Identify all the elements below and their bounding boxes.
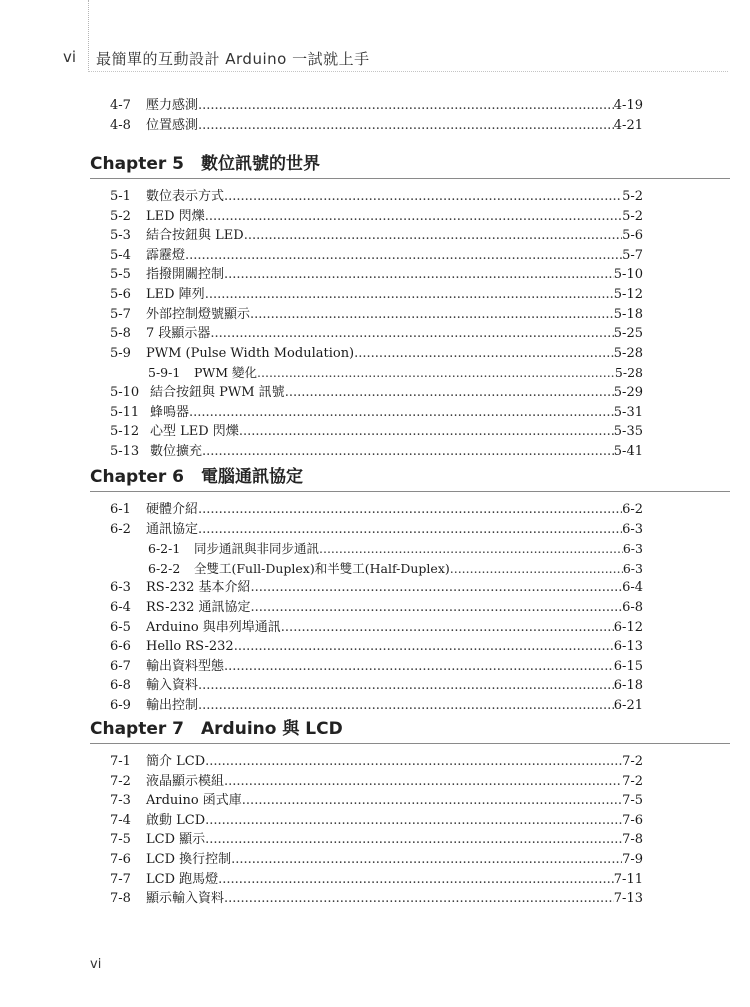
toc-leader-dots: [210, 324, 613, 344]
toc-leader-dots: [224, 657, 614, 677]
toc-entry-number: 6-4: [110, 600, 131, 615]
toc-entry-title: RS-232 基本介紹: [146, 580, 251, 596]
toc-entry-page: 5-2: [622, 189, 643, 204]
toc-entry-number: 4-8: [110, 117, 131, 133]
toc-entry-number: 5-10: [110, 385, 140, 400]
toc-leader-dots: [198, 676, 614, 696]
toc-leader-dots: [244, 226, 622, 246]
toc-entry[interactable]: [110, 96, 643, 116]
toc-leader-dots: [224, 772, 622, 792]
toc-entry-title: 輸入資料: [146, 678, 199, 694]
chapter-title: Chapter 7 Arduino 與 LCD: [90, 719, 343, 739]
toc-entry-number: 6-2-2: [148, 560, 181, 576]
toc-entry-page: 5-6: [622, 228, 643, 244]
toc-leader-dots: [205, 830, 622, 850]
toc-entry-title: LED 閃爍: [146, 208, 205, 224]
toc-entry-number: 6-7: [110, 658, 131, 674]
toc-subentry[interactable]: [148, 363, 643, 383]
toc-entry-title: 結合按鈕與 LED: [146, 228, 244, 244]
toc-leader-dots: [224, 265, 614, 285]
toc-entry-page: 6-2: [622, 502, 643, 517]
toc-leader-dots: [234, 637, 614, 657]
toc-entry-number: 4-7: [110, 98, 131, 113]
toc-entry-number: 7-2: [110, 773, 131, 789]
toc-entry-title: 液晶顯示模組: [146, 773, 225, 789]
toc-entry-number: 6-5: [110, 619, 131, 635]
header-rule: [88, 71, 728, 72]
chapter-rule: [90, 491, 730, 492]
chapter-heading[interactable]: [90, 458, 730, 492]
toc-entry-page: 7-11: [613, 871, 643, 887]
toc-entry-title: Hello RS-232: [146, 639, 234, 655]
toc-entry-page: 6-15: [613, 658, 643, 674]
toc-leader-dots: [250, 305, 614, 325]
toc-entry-number: 6-2-1: [148, 541, 181, 557]
toc-entry-number: 5-4: [110, 247, 131, 263]
toc-leader-dots: [205, 752, 622, 772]
toc-entry-title: LCD 顯示: [146, 832, 206, 848]
toc-entry-page: 6-18: [613, 678, 643, 694]
toc-entry-page: 5-10: [613, 267, 643, 283]
chapter-rule: [90, 178, 730, 179]
toc-entry-number: 5-12: [110, 424, 140, 440]
toc-entry-page: 6-12: [613, 619, 643, 635]
toc-leader-dots: [205, 811, 622, 831]
toc-entry-title: 同步通訊與非同步通訊: [194, 541, 320, 557]
toc-entry[interactable]: [110, 850, 643, 870]
toc-entry-number: 5-7: [110, 306, 131, 322]
toc-entry[interactable]: [110, 116, 643, 136]
header-book-title: 最簡單的互動設計 Arduino 一試就上手: [96, 50, 370, 68]
toc-entry[interactable]: [110, 791, 643, 811]
toc-entry-title: 外部控制燈號顯示: [146, 306, 251, 322]
toc-entry-number: 6-2: [110, 521, 131, 537]
toc-entry-number: 6-6: [110, 639, 131, 655]
toc-entry-title: 7 段顯示器: [146, 326, 211, 342]
header-page-number: vi: [63, 48, 77, 66]
toc-entry-title: 顯示輸入資料: [146, 891, 225, 907]
toc-leader-dots: [198, 96, 614, 116]
toc-leader-dots: [198, 116, 614, 136]
toc-entry-title: 通訊協定: [146, 521, 199, 537]
toc-entry-page: 5-41: [613, 443, 643, 459]
toc-entry-title: 指撥開關控制: [146, 267, 225, 283]
toc-entry-page: 7-2: [622, 773, 643, 789]
toc-entry-title: 輸出控制: [146, 698, 199, 713]
toc-leader-dots: [205, 207, 622, 227]
toc-entry[interactable]: [110, 657, 643, 677]
toc-entry[interactable]: [110, 403, 643, 423]
toc-entry-title: LED 陣列: [146, 287, 205, 302]
toc-entry-page: 5-31: [613, 404, 643, 420]
toc-entry-number: 7-6: [110, 852, 131, 867]
toc-leader-dots: [239, 422, 614, 442]
toc-entry-number: 7-7: [110, 871, 131, 887]
toc-entry[interactable]: [110, 752, 643, 772]
toc-entry-page: 6-4: [622, 580, 643, 596]
chapter-rule: [90, 743, 730, 744]
toc-entry-number: 5-3: [110, 228, 131, 244]
toc-entry-page: 7-9: [622, 852, 643, 867]
toc-entry[interactable]: [110, 870, 643, 890]
chapter-heading[interactable]: [90, 710, 730, 744]
toc-entry-title: 霹靂燈: [146, 247, 186, 263]
toc-entry[interactable]: [110, 578, 643, 598]
toc-entry-page: 6-13: [613, 639, 643, 655]
toc-entry-page: 7-13: [613, 891, 643, 907]
toc-entry-number: 7-8: [110, 891, 131, 907]
toc-entry-number: 6-8: [110, 678, 131, 694]
toc-entry-title: 全雙工(Full-Duplex)和半雙工(Half-Duplex): [194, 560, 450, 576]
toc-entry-number: 6-9: [110, 698, 131, 713]
toc-entry-number: 7-1: [110, 754, 131, 769]
toc-leader-dots: [354, 344, 614, 364]
chapter-title: Chapter 5 數位訊號的世界: [90, 154, 321, 174]
toc-entry-number: 6-1: [110, 502, 131, 517]
toc-entry[interactable]: [110, 207, 643, 227]
toc-entry-page: 6-3: [622, 541, 643, 557]
chapter-heading[interactable]: [90, 145, 730, 179]
toc-entry-title: 心型 LED 閃爍: [150, 424, 239, 440]
toc-leader-dots: [224, 187, 622, 207]
toc-leader-dots: [251, 598, 623, 618]
toc-entry[interactable]: [110, 598, 643, 618]
toc-leader-dots: [198, 500, 622, 520]
toc-entry[interactable]: [110, 520, 643, 540]
toc-entry-page: 5-25: [613, 326, 643, 342]
toc-entry-page: 5-2: [622, 208, 643, 224]
toc-leader-dots: [224, 889, 614, 909]
toc-entry-title: 數位表示方式: [146, 189, 225, 204]
toc-entry-title: LCD 換行控制: [146, 852, 232, 867]
toc-entry-page: 5-28: [614, 365, 643, 381]
toc-entry[interactable]: [110, 772, 643, 792]
toc-entry-number: 5-5: [110, 267, 131, 283]
toc-leader-dots: [218, 870, 614, 890]
toc-entry[interactable]: [110, 811, 643, 831]
toc-entry-page: 4-19: [613, 98, 643, 113]
toc-entry-number: 5-8: [110, 326, 131, 342]
toc-entry[interactable]: [110, 265, 643, 285]
toc-leader-dots: [242, 791, 622, 811]
toc-entry[interactable]: [110, 305, 643, 325]
toc-entry-title: LCD 跑馬燈: [146, 871, 219, 887]
toc-leader-dots: [198, 520, 622, 540]
toc-entry[interactable]: [110, 246, 643, 266]
toc-entry-title: RS-232 通訊協定: [146, 600, 251, 615]
toc-entry-page: 4-21: [613, 117, 643, 133]
toc-entry[interactable]: [110, 618, 643, 638]
toc-entry-page: 6-3: [622, 521, 643, 537]
toc-entry[interactable]: [110, 226, 643, 246]
toc-leader-dots: [231, 850, 622, 870]
chapter-title: Chapter 6 電腦通訊協定: [90, 467, 304, 487]
toc-entry-title: 蜂鳴器: [150, 404, 190, 420]
toc-entry-page: 7-8: [622, 832, 643, 848]
toc-leader-dots: [319, 539, 623, 559]
footer-page-number: vi: [90, 957, 102, 972]
toc-entry-title: Arduino 與串列埠通訊: [146, 619, 281, 635]
toc-entry-page: 7-2: [622, 754, 643, 769]
toc-entry-title: 啟動 LCD: [146, 812, 206, 828]
running-header: [0, 48, 750, 70]
toc-leader-dots: [189, 403, 614, 423]
toc-entry-title: 壓力感測: [146, 98, 199, 113]
toc-entry-page: 5-7: [622, 247, 643, 263]
toc-entry-title: 結合按鈕與 PWM 訊號: [150, 385, 285, 400]
toc-entry-page: 5-18: [613, 306, 643, 322]
toc-entry-title: 輸出資料型態: [146, 658, 225, 674]
toc-entry-page: 5-12: [613, 287, 643, 302]
toc-entry[interactable]: [110, 285, 643, 305]
toc-entry-title: 硬體介紹: [146, 502, 199, 517]
toc-entry-number: 5-11: [110, 404, 140, 420]
toc-entry-number: 7-3: [110, 793, 131, 809]
toc-entry-page: 5-28: [613, 345, 643, 361]
toc-entry[interactable]: [110, 344, 643, 364]
toc-entry-title: 位置感測: [146, 117, 199, 133]
toc-entry[interactable]: [110, 889, 643, 909]
toc-entry-title: 數位擴充: [150, 443, 203, 459]
toc-entry-number: 5-1: [110, 189, 131, 204]
toc-entry-number: 5-6: [110, 287, 131, 302]
toc-leader-dots: [281, 618, 614, 638]
toc-subentry[interactable]: [148, 559, 643, 579]
toc-entry-number: 5-9-1: [148, 365, 181, 381]
toc-entry-page: 5-29: [613, 385, 643, 400]
toc-entry-number: 5-13: [110, 443, 140, 459]
toc-leader-dots: [450, 559, 623, 579]
toc-entry-page: 6-8: [622, 600, 643, 615]
toc-entry[interactable]: [110, 422, 643, 442]
toc-entry-title: PWM 變化: [194, 365, 258, 381]
toc-entry[interactable]: [110, 324, 643, 344]
toc-entry-number: 6-3: [110, 580, 131, 596]
toc-entry[interactable]: [110, 637, 643, 657]
toc-entry-title: Arduino 函式庫: [146, 793, 242, 809]
toc-entry-page: 7-6: [622, 812, 643, 828]
toc-entry-number: 5-9: [110, 345, 131, 361]
toc-leader-dots: [257, 363, 615, 383]
toc-entry-number: 5-2: [110, 208, 131, 224]
toc-entry-number: 7-4: [110, 812, 131, 828]
toc-entry-page: 7-5: [622, 793, 643, 809]
toc-entry[interactable]: [110, 500, 643, 520]
toc-entry[interactable]: [110, 830, 643, 850]
toc-leader-dots: [251, 578, 623, 598]
toc-entry-page: 6-3: [622, 560, 643, 576]
toc-leader-dots: [205, 285, 614, 305]
toc-entry[interactable]: [110, 187, 643, 207]
toc-entry[interactable]: [110, 383, 643, 403]
toc-entry-title: 簡介 LCD: [146, 754, 206, 769]
toc-entry-number: 7-5: [110, 832, 131, 848]
toc-entry[interactable]: [110, 676, 643, 696]
toc-entry-title: PWM (Pulse Width Modulation): [146, 345, 355, 361]
toc-entry-page: 6-21: [613, 698, 643, 713]
toc-leader-dots: [185, 246, 622, 266]
toc-leader-dots: [285, 383, 614, 403]
toc-subentry[interactable]: [148, 539, 643, 559]
toc-entry-page: 5-35: [613, 424, 643, 440]
